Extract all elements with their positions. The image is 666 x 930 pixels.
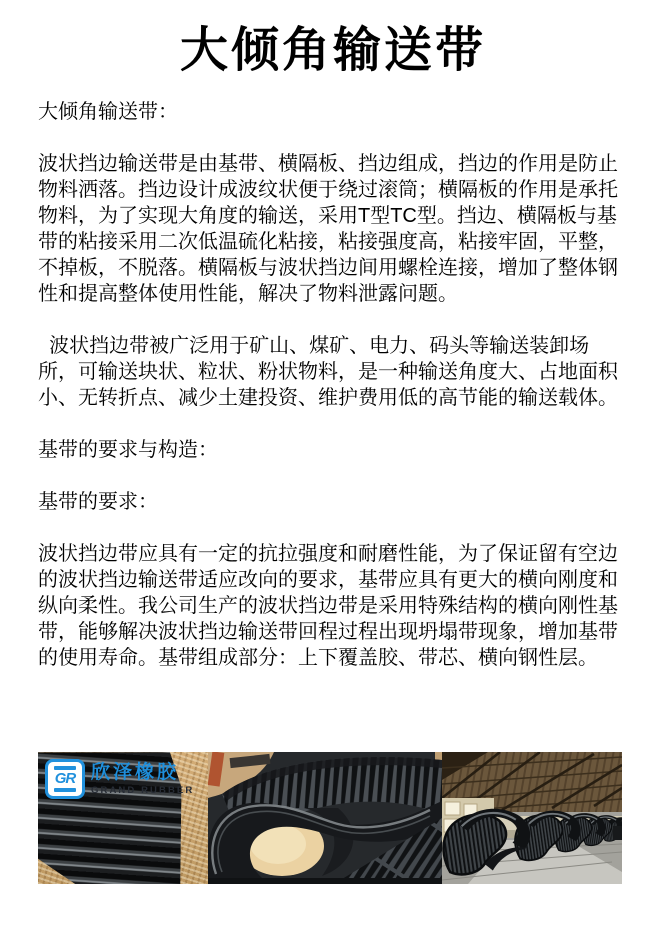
brand-name-english: GRAND RUBBER	[91, 785, 195, 796]
logo-bar-bottom	[54, 788, 76, 792]
page-title: 大倾角输送带	[179, 24, 486, 77]
content-section	[0, 99, 666, 671]
brand-name-chinese: 欣泽橡胶	[91, 762, 180, 783]
paragraph-structure: 波状挡边输送带是由基带、横隔板、挡边组成，挡边的作用是防止物料洒落。挡边设计成波纹状便于绕过滚筒；横隔板的作用是承托物料，为了实现大角度的输送，采用T型TC型。挡边、横隔板与基带的粘接采用二次低温硫化粘接，粘接强度高，粘接牢固，平整，不掉板，不脱落。横隔板与波状挡边间用螺栓连接，增加了整体钢性和提高整体使用性能，解决了物料泄露问题。	[38, 153, 618, 305]
brand-logo	[45, 759, 194, 799]
product-photo-belt-loop	[208, 752, 442, 884]
image-gallery	[38, 752, 636, 884]
paragraph-heading-intro: 大倾角输送带：	[38, 101, 178, 123]
factory-illustration	[442, 752, 622, 884]
belt-loop-illustration	[208, 752, 442, 884]
paragraph-heading-requirements: 基带的要求：	[38, 491, 158, 513]
paragraph-applications: 波状挡边带被广泛用于矿山、煤矿、电力、码头等输送装卸场所，可输送块状、粒状、粉状物料，是一种输送角度大、占地面积小、无转折点、减少土建投资、维护费用低的高节能的输送载体。	[38, 335, 618, 409]
brand-logo-icon	[45, 759, 85, 799]
product-photo-sidewall-stack	[38, 752, 208, 884]
paragraph-base-belt-detail: 波状挡边带应具有一定的抗拉强度和耐磨性能，为了保证留有空边的波状挡边输送带适应改向的要求，基带应具有更大的横向刚度和纵向柔性。我公司生产的波状挡边带是采用特殊结构的横向刚性基带，能够解决波状挡边输送带回程过程出现坍塌带现象，增加基带的使用寿命。基带组成部分：上下覆盖胶、带芯、横向钢性层。	[38, 543, 618, 669]
logo-monogram: GR	[54, 770, 76, 787]
product-photo-factory-row	[442, 752, 622, 884]
paragraph-heading-base-belt: 基带的要求与构造：	[38, 439, 218, 461]
